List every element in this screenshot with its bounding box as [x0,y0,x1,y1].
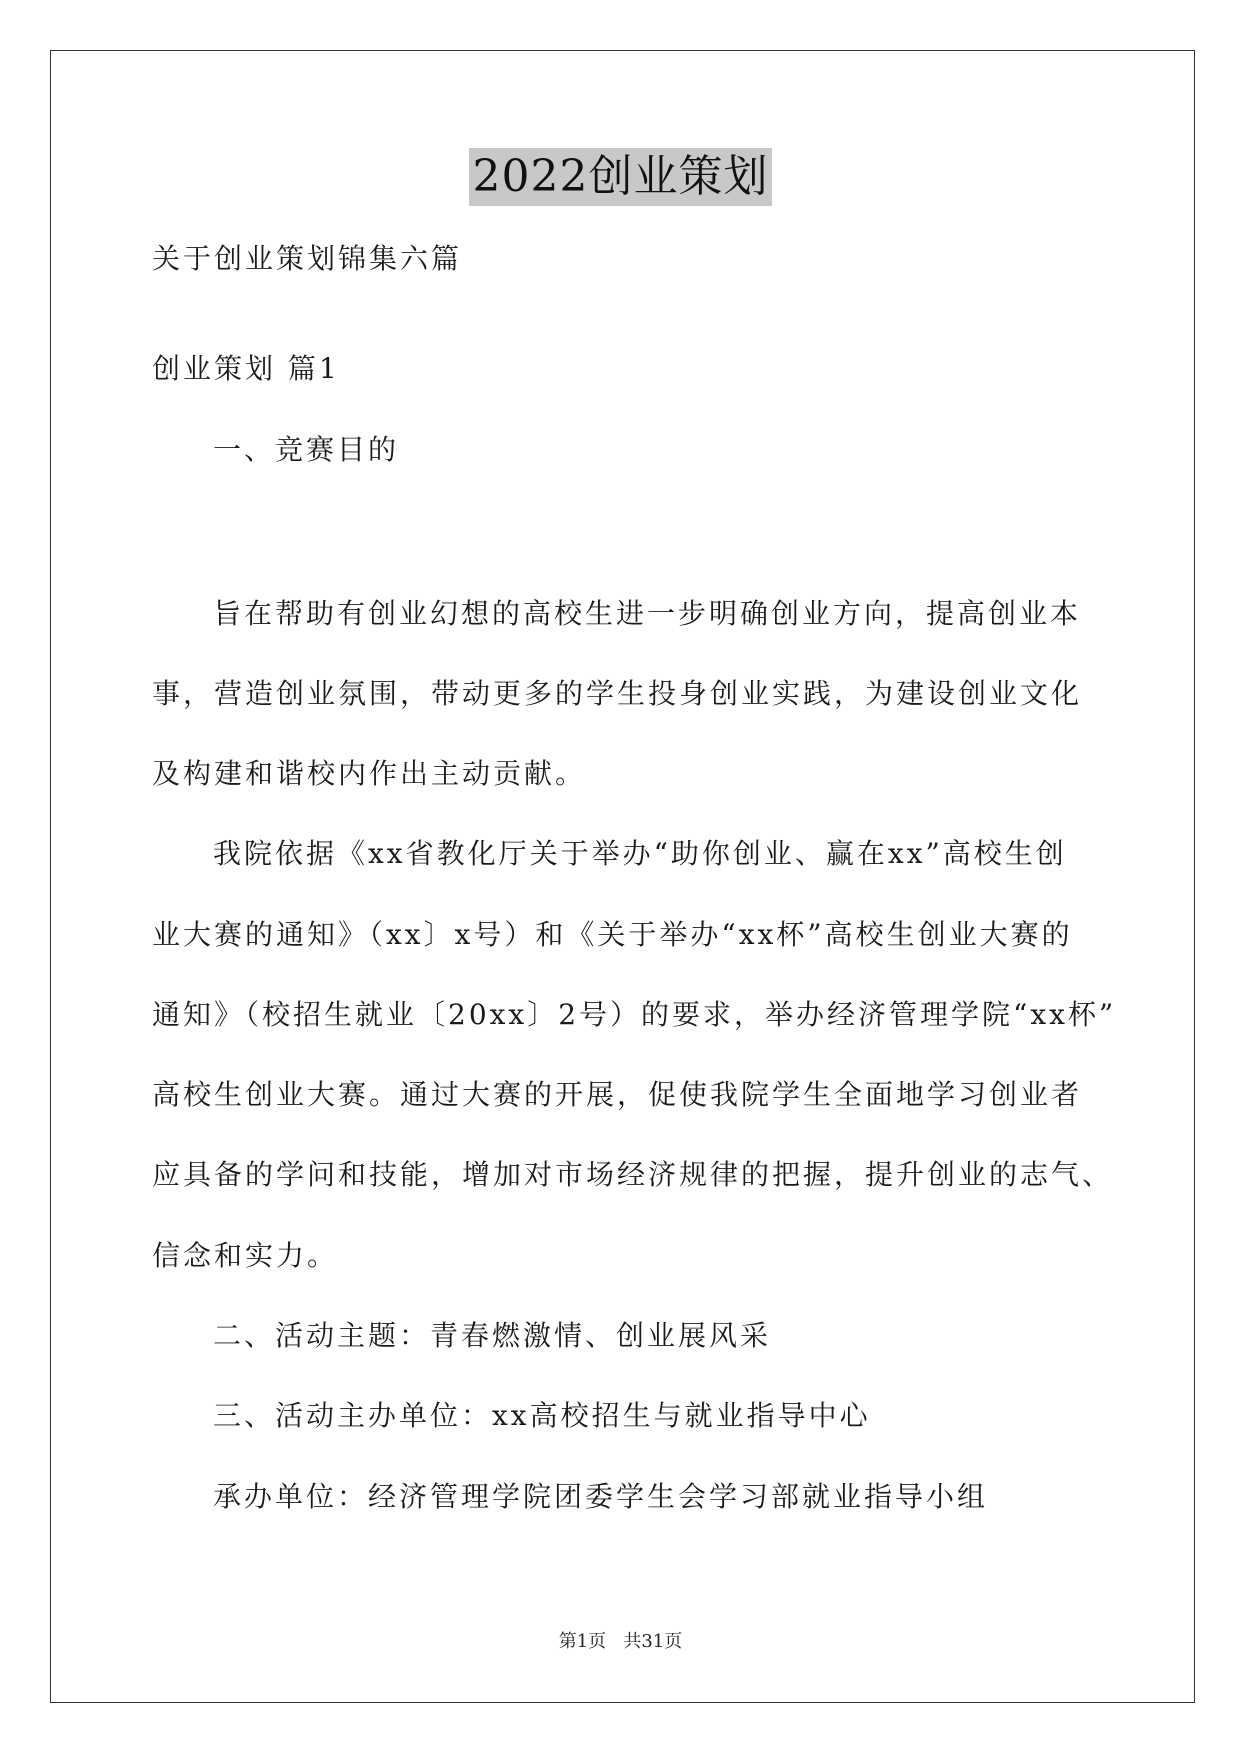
section-heading: 创业策划 篇1 [152,352,340,385]
paragraph-line: 高校生创业大赛。通过大赛的开展，促使我院学生全面地学习创业者 [152,1078,1083,1111]
paragraph-line: 业大赛的通知》（xx〕x号）和《关于举办“xx杯”高校生创业大赛的 [152,918,1073,951]
title-container [0,148,1241,206]
paragraph-line: 二、活动主题：青春燃激情、创业展风采 [213,1319,772,1352]
page-number: 第1页 共31页 [558,1631,683,1652]
paragraph-line: 及构建和谐校内作出主动贡献。 [152,757,587,790]
paragraph-line: 我院依据《xx省教化厅关于举办“助你创业、赢在xx”高校生创 [213,837,1067,870]
paragraph-line: 三、活动主办单位：xx高校招生与就业指导中心 [213,1399,871,1432]
paragraph-line: 一、竞赛目的 [213,433,400,466]
paragraph-line: 信念和实力。 [152,1239,339,1272]
paragraph-line: 事，营造创业氛围，带动更多的学生投身创业实践，为建设创业文化 [152,677,1083,710]
paragraph-line: 承办单位：经济管理学院团委学生会学习部就业指导小组 [213,1480,989,1513]
paragraph-line: 旨在帮助有创业幻想的高校生进一步明确创业方向，提高创业本 [213,597,1082,630]
page-border [50,50,1195,1703]
document-title: 2022创业策划 [469,148,773,206]
paragraph-line: 应具备的学问和技能，增加对市场经济规律的把握，提升创业的志气、 [152,1158,1114,1191]
paragraph-line: 通知》（校招生就业〔20xx〕2号）的要求，举办经济管理学院“xx杯” [152,998,1117,1031]
document-subtitle: 关于创业策划锦集六篇 [152,242,463,275]
